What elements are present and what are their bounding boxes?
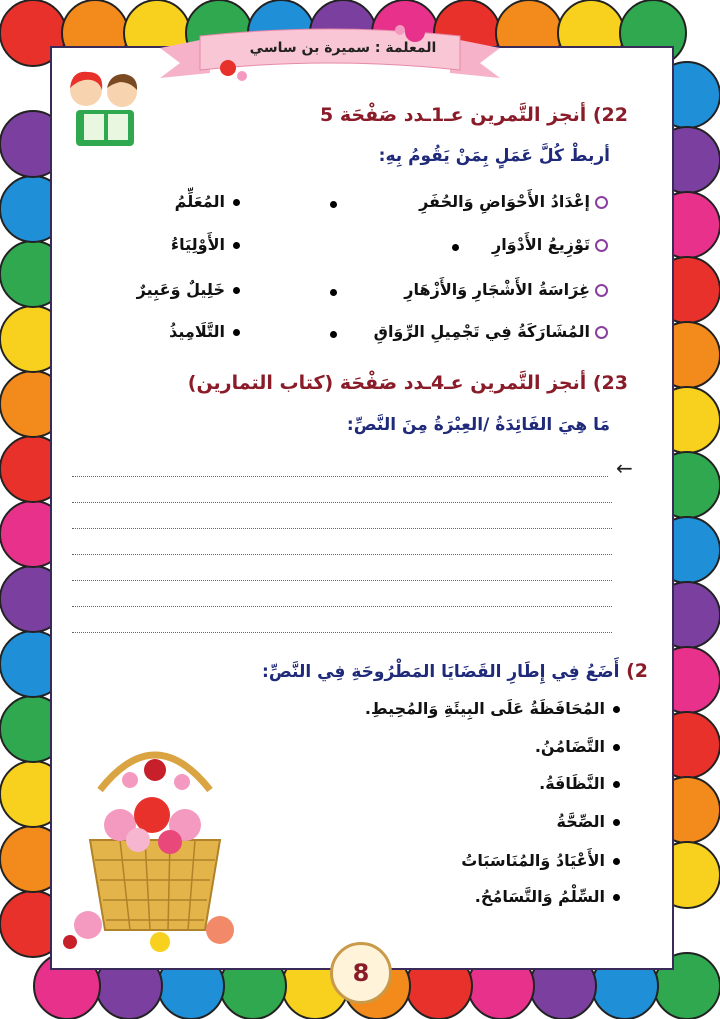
issue-list-item-label: الصِّحَّةُ [556, 812, 605, 831]
issue-list-item [365, 699, 620, 718]
exercise-2-number: 2) [626, 660, 648, 682]
issue-list-item [461, 851, 620, 870]
issue-list-item-label: السِّلْمُ وَالتَّسَامُحُ. [474, 887, 605, 906]
arrow-icon: ← [616, 456, 633, 480]
match-item-action-label: غِرَاسَةُ الأَشْجَارِ وَالأَزْهَارِ [404, 280, 590, 299]
exercise-2-heading [262, 660, 648, 682]
match-dot-right[interactable] [233, 199, 240, 206]
page-number: 8 [330, 942, 392, 1004]
match-item-person-label: الأَوْلِيَاءُ [170, 235, 225, 254]
circle-bullet-icon [595, 326, 608, 339]
exercise-22-title-text: أنجز التَّمرين عـ1ـدد صَفْحَة 5 [320, 104, 587, 126]
match-item-person [169, 322, 240, 341]
issue-list-item-label: النَّظَافَةُ. [539, 774, 605, 793]
match-item-action [419, 192, 608, 211]
circle-bullet-icon [595, 284, 608, 297]
answer-line[interactable] [72, 502, 612, 503]
exercise-2-instruction: أَضَعُ فِي إِطَارِ القَضَايَا المَطْرُوحَةِ فِي النَّصِّ: [262, 662, 620, 682]
issue-list-item-label: الأَعْيَادُ وَالمُنَاسَبَاتُ [461, 851, 605, 870]
teacher-name: المعلمة : سميرة بن ساسي [249, 40, 437, 56]
match-item-person [137, 280, 240, 299]
match-item-action-label: إعْدَادُ الأَحْوَاضِ وَالحُفَرِ [419, 192, 590, 211]
match-item-action [492, 235, 608, 254]
answer-line[interactable] [72, 554, 612, 555]
issue-list-item [557, 812, 621, 831]
issue-list-item [535, 737, 620, 756]
exercise-22-number: 22) [592, 104, 628, 126]
match-item-action-label: المُشَارَكَةُ فِي تَجْمِيلِ الرِّوَاقِ [373, 322, 590, 341]
match-dot-left[interactable] [330, 201, 337, 208]
match-dot-right[interactable] [233, 287, 240, 294]
flower-basket-illustration [60, 730, 250, 960]
match-item-action [374, 322, 608, 341]
match-item-person [171, 235, 240, 254]
match-item-person-label: خَلِيلٌ وَعَبِيرٌ [136, 280, 225, 299]
answer-line[interactable] [72, 632, 612, 633]
issue-list-item [475, 887, 620, 906]
exercise-23-number: 23) [592, 372, 628, 394]
exercise-23-title [188, 372, 628, 394]
bullet-icon [613, 894, 620, 901]
match-item-person [175, 192, 240, 211]
exercise-23-title-text: أنجز التَّمرين عـ4ـدد صَفْحَة (كتاب التمارين) [187, 372, 587, 394]
bullet-icon [613, 706, 620, 713]
circle-bullet-icon [595, 196, 608, 209]
answer-line[interactable] [72, 528, 612, 529]
circle-bullet-icon [595, 239, 608, 252]
match-dot-right[interactable] [233, 329, 240, 336]
match-dot-right[interactable] [233, 242, 240, 249]
children-reading-illustration [54, 60, 154, 155]
answer-line[interactable] [72, 580, 612, 581]
match-item-person-label: التَّلَامِيذُ [169, 322, 225, 341]
match-item-action-label: تَوْزِيعُ الأَدْوَارِ [491, 235, 590, 254]
match-dot-left[interactable] [330, 289, 337, 296]
match-dot-left[interactable] [452, 244, 459, 251]
bullet-icon [613, 781, 620, 788]
match-item-action [404, 280, 608, 299]
match-item-person-label: المُعَلِّمُ [174, 192, 225, 211]
bullet-icon [613, 819, 620, 826]
answer-line[interactable] [72, 476, 608, 477]
issue-list-item [539, 774, 620, 793]
answer-line[interactable] [72, 606, 612, 607]
bullet-icon [613, 744, 620, 751]
issue-list-item-label: التَّضَامُنُ. [534, 737, 605, 756]
bullet-icon [613, 858, 620, 865]
exercise-22-instruction: أربطْ كُلَّ عَمَلٍ بِمَنْ يَقُومُ بِهِ: [378, 146, 610, 166]
match-dot-left[interactable] [330, 331, 337, 338]
exercise-22-title [320, 104, 628, 126]
exercise-23-instruction: مَا هِيَ الفَائِدَةُ /العِبْرَةُ مِنَ النَّصِّ: [346, 415, 610, 435]
issue-list-item-label: المُحَافَظَةُ عَلَى البِيئَةِ وَالمُحِيطِ. [364, 699, 605, 718]
